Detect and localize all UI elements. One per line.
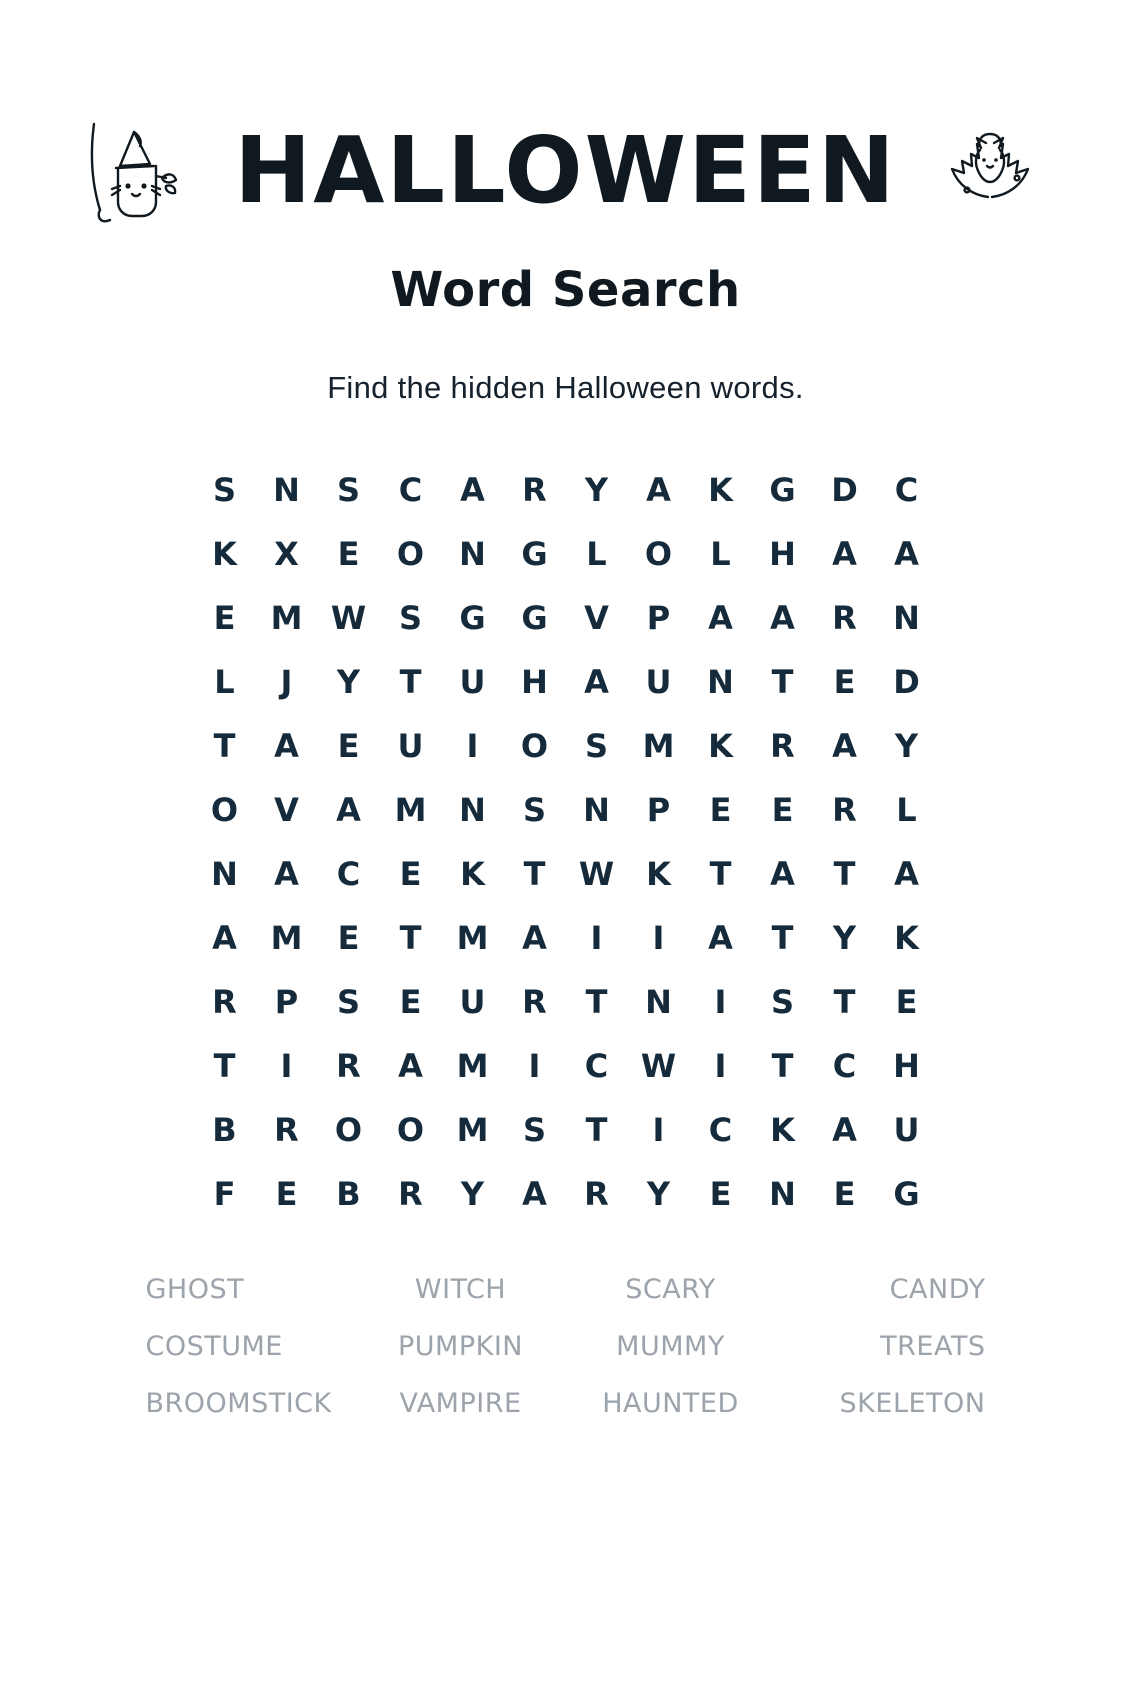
instruction-text: Find the hidden Halloween words.	[327, 370, 804, 405]
grid-cell[interactable]: S	[336, 983, 361, 1021]
grid-cell[interactable]: M	[394, 791, 427, 829]
grid-cell[interactable]: A	[646, 471, 671, 509]
grid-cell[interactable]: N	[645, 983, 672, 1021]
grid-cell[interactable]: G	[893, 1175, 920, 1213]
word-list-item: GHOST	[145, 1274, 245, 1305]
grid-cell[interactable]: N	[211, 855, 238, 893]
grid-cell[interactable]: B	[212, 1111, 237, 1149]
grid-cell[interactable]: N	[459, 535, 486, 573]
grid-cell[interactable]: J	[280, 663, 293, 701]
grid-cell[interactable]: W	[578, 855, 615, 893]
word-search-grid[interactable]	[194, 458, 938, 1226]
grid-cell[interactable]: B	[336, 1175, 361, 1213]
grid-cell[interactable]: U	[459, 983, 486, 1021]
grid-cell[interactable]: E	[275, 1175, 298, 1213]
grid-cell[interactable]: A	[584, 663, 609, 701]
grid-cell[interactable]: K	[212, 535, 237, 573]
grid-cell[interactable]: A	[522, 1175, 547, 1213]
word-list-item: BROOMSTICK	[145, 1388, 332, 1419]
grid-cell[interactable]: I	[714, 1047, 727, 1085]
grid-cell[interactable]: V	[274, 791, 299, 829]
grid-cell[interactable]: U	[397, 727, 424, 765]
grid-cell[interactable]: R	[832, 791, 857, 829]
grid-cell[interactable]: E	[213, 599, 236, 637]
grid-cell[interactable]: K	[894, 919, 919, 957]
grid-cell[interactable]: E	[399, 855, 422, 893]
grid-cell[interactable]: H	[769, 535, 796, 573]
grid-cell[interactable]: M	[270, 599, 303, 637]
grid-cell[interactable]: O	[334, 1111, 363, 1149]
grid-cell[interactable]: K	[646, 855, 671, 893]
grid-cell[interactable]: R	[274, 1111, 299, 1149]
worksheet-page	[0, 96, 1131, 1696]
word-list-item: VAMPIRE	[399, 1388, 522, 1419]
grid-cell[interactable]: I	[652, 1111, 665, 1149]
grid-cell[interactable]: I	[714, 983, 727, 1021]
grid-cell[interactable]: U	[893, 1111, 920, 1149]
grid-cell[interactable]: P	[646, 599, 671, 637]
grid-cell[interactable]: C	[832, 1047, 857, 1085]
grid-cell[interactable]: C	[398, 471, 423, 509]
page-subtitle: Word Search	[390, 262, 741, 318]
grid-cell[interactable]: S	[522, 1111, 547, 1149]
grid-cell[interactable]: M	[456, 1047, 489, 1085]
grid-cell[interactable]: R	[212, 983, 237, 1021]
grid-cell[interactable]: E	[337, 919, 360, 957]
grid-cell[interactable]: L	[586, 535, 607, 573]
grid-cell[interactable]: F	[213, 1175, 236, 1213]
grid-cell[interactable]: C	[708, 1111, 733, 1149]
grid-cell[interactable]: E	[709, 1175, 732, 1213]
grid-cell[interactable]: A	[460, 471, 485, 509]
grid-cell[interactable]: A	[894, 535, 919, 573]
grid-cell[interactable]: A	[274, 727, 299, 765]
grid-cell[interactable]: E	[833, 1175, 856, 1213]
grid-cell[interactable]: A	[522, 919, 547, 957]
grid-cell[interactable]: K	[770, 1111, 795, 1149]
grid-cell[interactable]: E	[337, 727, 360, 765]
grid-cell[interactable]: R	[522, 983, 547, 1021]
grid-cell[interactable]: A	[770, 855, 795, 893]
grid-cell[interactable]: Y	[336, 663, 361, 701]
grid-cell[interactable]: K	[460, 855, 485, 893]
grid-cell[interactable]: U	[645, 663, 672, 701]
grid-cell[interactable]: R	[522, 471, 547, 509]
grid-cell[interactable]: Y	[584, 471, 609, 509]
grid-cell[interactable]: S	[584, 727, 609, 765]
word-list-item: HAUNTED	[602, 1388, 739, 1419]
grid-cell[interactable]: E	[771, 791, 794, 829]
page-title: HALLOWEEN	[234, 117, 897, 224]
grid-cell[interactable]: C	[894, 471, 919, 509]
grid-cell[interactable]: K	[708, 727, 733, 765]
grid-cell[interactable]: O	[210, 791, 239, 829]
grid-cell[interactable]: T	[213, 727, 236, 765]
word-list-item: TREATS	[880, 1331, 986, 1362]
grid-cell[interactable]: L	[896, 791, 917, 829]
grid-cell[interactable]: L	[710, 535, 731, 573]
grid-cell[interactable]: O	[520, 727, 549, 765]
grid-cell[interactable]: S	[398, 599, 423, 637]
grid-cell[interactable]: M	[270, 919, 303, 957]
word-list	[146, 1274, 986, 1419]
grid-cell[interactable]: A	[832, 1111, 857, 1149]
grid-cell[interactable]: M	[642, 727, 675, 765]
grid-cell[interactable]: S	[770, 983, 795, 1021]
grid-cell[interactable]: X	[274, 535, 299, 573]
grid-cell[interactable]: N	[707, 663, 734, 701]
grid-cell[interactable]: I	[528, 1047, 541, 1085]
grid-cell[interactable]: P	[274, 983, 299, 1021]
grid-cell[interactable]: G	[521, 535, 548, 573]
grid-cell[interactable]: T	[833, 855, 856, 893]
grid-cell[interactable]: I	[652, 919, 665, 957]
grid-cell[interactable]: N	[583, 791, 610, 829]
grid-cell[interactable]: T	[213, 1047, 236, 1085]
grid-cell[interactable]: T	[771, 663, 794, 701]
grid-cell[interactable]: A	[708, 599, 733, 637]
grid-cell[interactable]: E	[709, 791, 732, 829]
header	[0, 96, 1131, 246]
grid-cell[interactable]: L	[214, 663, 235, 701]
grid-cell[interactable]: E	[337, 535, 360, 573]
grid-cell[interactable]: S	[336, 471, 361, 509]
grid-cell[interactable]: A	[336, 791, 361, 829]
grid-cell[interactable]: S	[522, 791, 547, 829]
grid-cell[interactable]: W	[330, 599, 367, 637]
grid-cell[interactable]: O	[396, 1111, 425, 1149]
grid-cell[interactable]: T	[771, 1047, 794, 1085]
grid-cell[interactable]: Y	[894, 727, 919, 765]
grid-cell[interactable]: T	[833, 983, 856, 1021]
bat-icon	[925, 106, 1055, 236]
word-list-item: SKELETON	[839, 1388, 986, 1419]
grid-cell[interactable]: P	[646, 791, 671, 829]
grid-cell[interactable]: A	[770, 599, 795, 637]
grid-cell[interactable]: V	[584, 599, 609, 637]
grid-cell[interactable]: H	[521, 663, 548, 701]
grid-cell[interactable]: I	[590, 919, 603, 957]
grid-cell[interactable]: O	[396, 535, 425, 573]
grid-cell[interactable]: C	[584, 1047, 609, 1085]
grid-cell[interactable]: D	[893, 663, 920, 701]
grid-cell[interactable]: Y	[460, 1175, 485, 1213]
word-list-item: MUMMY	[616, 1331, 725, 1362]
grid-cell[interactable]: R	[398, 1175, 423, 1213]
grid-cell[interactable]: T	[709, 855, 732, 893]
grid-cell[interactable]: D	[831, 471, 858, 509]
grid-cell[interactable]: A	[894, 855, 919, 893]
grid-cell[interactable]: M	[456, 1111, 489, 1149]
grid-cell[interactable]: T	[585, 983, 608, 1021]
grid-cell[interactable]: G	[769, 471, 796, 509]
grid-cell[interactable]: R	[770, 727, 795, 765]
grid-cell[interactable]: R	[336, 1047, 361, 1085]
grid-cell[interactable]: T	[585, 1111, 608, 1149]
grid-cell[interactable]: G	[459, 599, 486, 637]
grid-cell[interactable]: S	[212, 471, 237, 509]
grid-cell[interactable]: N	[893, 599, 920, 637]
word-list-item: WITCH	[414, 1274, 507, 1305]
grid-cell[interactable]: I	[466, 727, 479, 765]
grid-cell[interactable]: A	[274, 855, 299, 893]
grid-cell[interactable]: T	[523, 855, 546, 893]
grid-cell[interactable]: R	[832, 599, 857, 637]
grid-cell[interactable]: A	[212, 919, 237, 957]
grid-cell[interactable]: Y	[832, 919, 857, 957]
grid-cell[interactable]: N	[273, 471, 300, 509]
grid-cell[interactable]: T	[771, 919, 794, 957]
grid-cell[interactable]: E	[833, 663, 856, 701]
grid-cell[interactable]: O	[644, 535, 673, 573]
word-list-item: COSTUME	[145, 1331, 283, 1362]
grid-cell[interactable]: I	[280, 1047, 293, 1085]
grid-cell[interactable]: U	[459, 663, 486, 701]
grid-cell[interactable]: N	[769, 1175, 796, 1213]
grid-cell[interactable]: T	[399, 663, 422, 701]
word-list-item: SCARY	[625, 1274, 716, 1305]
word-list-item: PUMPKIN	[398, 1331, 523, 1362]
grid-cell[interactable]: A	[832, 727, 857, 765]
grid-cell[interactable]: T	[399, 919, 422, 957]
grid-cell[interactable]: M	[456, 919, 489, 957]
witch-cat-icon	[76, 106, 206, 236]
grid-cell[interactable]: A	[398, 1047, 423, 1085]
grid-cell[interactable]: A	[708, 919, 733, 957]
grid-cell[interactable]: E	[895, 983, 918, 1021]
grid-cell[interactable]: Y	[646, 1175, 671, 1213]
word-list-item: CANDY	[889, 1274, 986, 1305]
grid-cell[interactable]: R	[584, 1175, 609, 1213]
grid-cell[interactable]: K	[708, 471, 733, 509]
word-search-grid-wrapper	[0, 458, 1131, 1226]
grid-cell[interactable]: H	[893, 1047, 920, 1085]
grid-cell[interactable]: E	[399, 983, 422, 1021]
grid-cell[interactable]: G	[521, 599, 548, 637]
grid-cell[interactable]: C	[336, 855, 361, 893]
grid-cell[interactable]: N	[459, 791, 486, 829]
grid-cell[interactable]: A	[832, 535, 857, 573]
grid-cell[interactable]: W	[640, 1047, 677, 1085]
